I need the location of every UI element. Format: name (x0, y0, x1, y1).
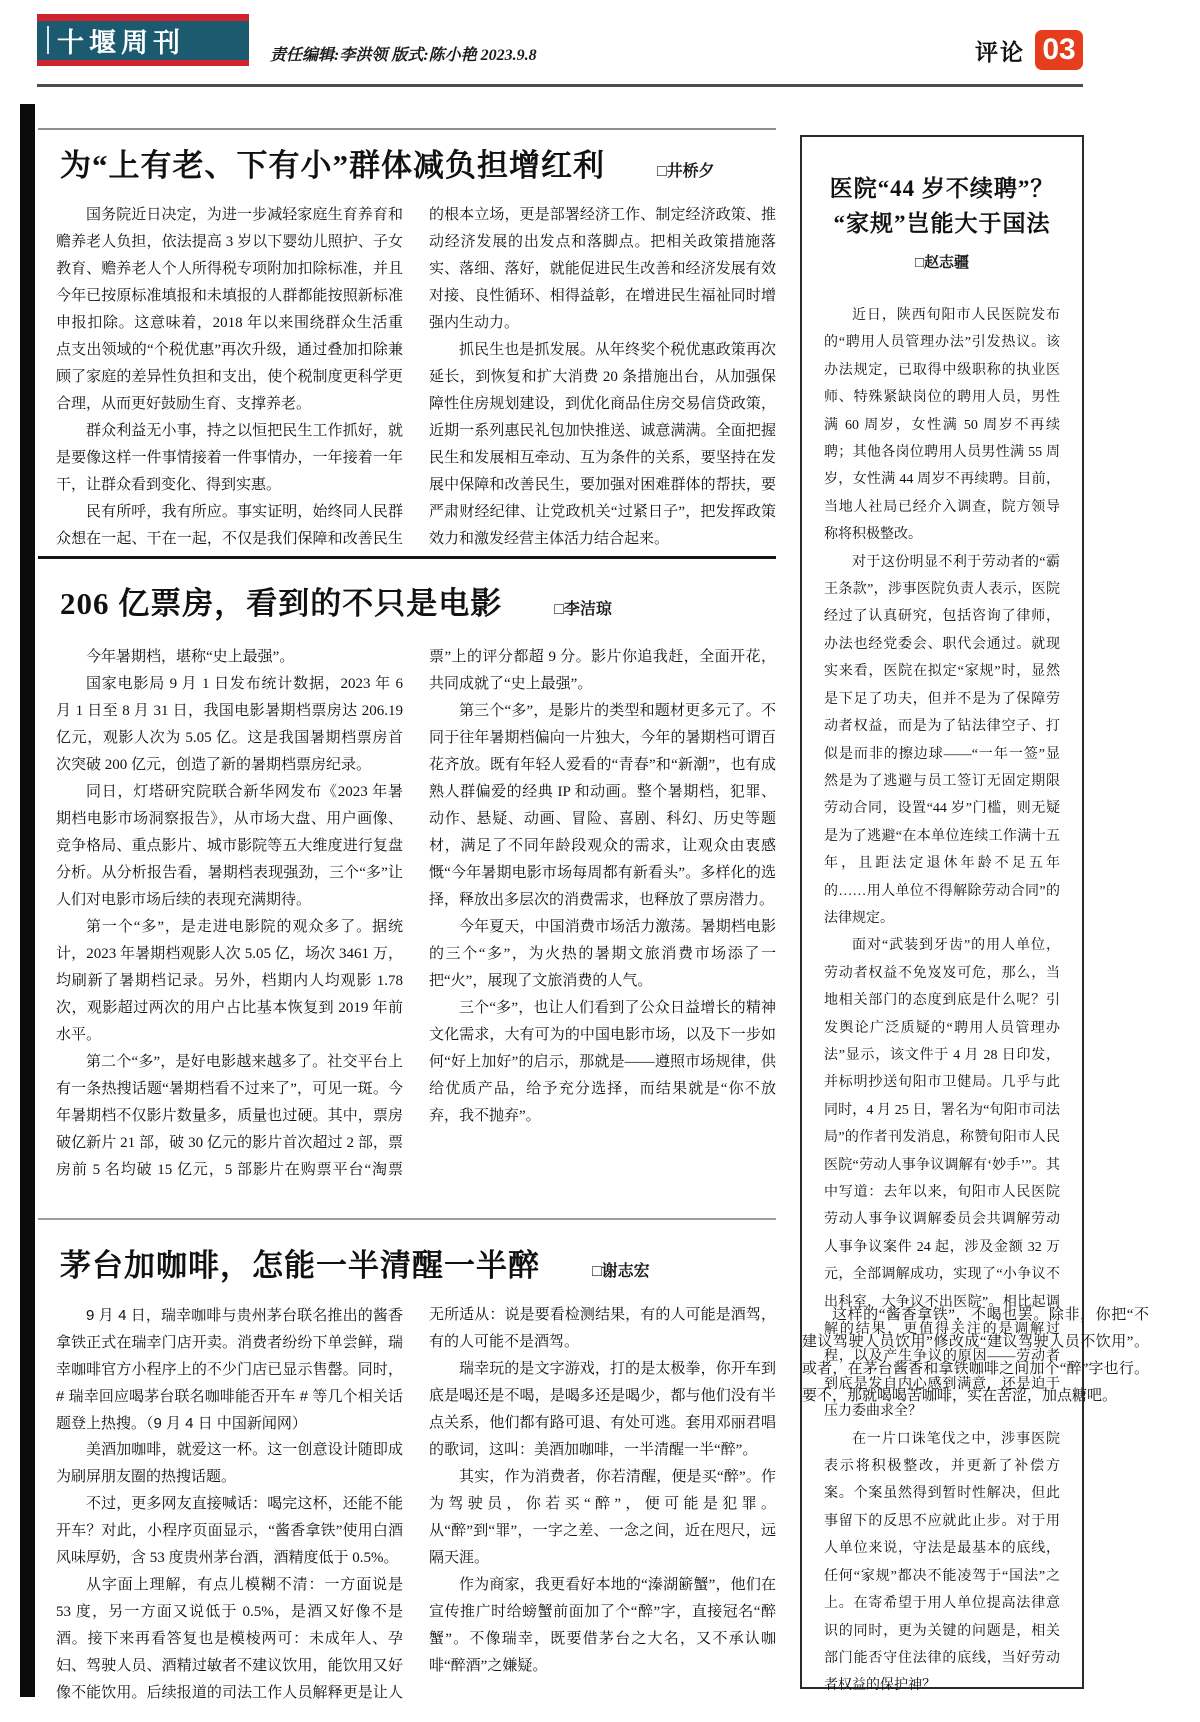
paragraph: 第一个“多”，是走进电影院的观众多了。据统计，2023 年暑期档观影人次 5.05 亿，场次 3461 万，均刷新了暑期档记录。另外，档期内人均观影 1.78 次，观影超过两次的用户占比基本恢复到 2019 年前水平。 (56, 919, 403, 1043)
sidebar-title (824, 171, 1060, 241)
masthead-logo (37, 14, 249, 66)
logo-band (37, 21, 249, 60)
article-1-header (60, 140, 776, 185)
paragraph: 在一片口诛笔伐之中，涉事医院表示将积极整改，并更新了补偿方案。个案虽然得到暂时性解决，但此事留下的反思不应就此止步。对于用人单位来说，守法是最基本的底线，任何“家规”都决不能凌驾于“国法”之上。在寄希望于用人单位提高法律意识的同时，更为关键的问题是，相关部门能否守住法律的底线，当好劳动者权益的保护神？ (824, 1431, 1060, 1694)
paragraph: 抓民生也是抓发展。从年终奖个税优惠政策再次延长，到恢复和扩大消费 20 条措施出台，从加强保障性住房规划建设，到优化商品住房交易信贷政策，近期一系列惠民礼包加快推送、诚意满满。全面把握民生和发展相互牵动、互为条件的关系，要坚持在发展中保障和改善民生，要加强对困难群体的帮扶，要严肃财经纪律、让党政机关“过紧日子”，把发挥政策效力和激发经营主体活力结合起来。 (429, 342, 776, 547)
section-info (975, 30, 1083, 70)
paragraph: 这样的“酱香拿铁”，不喝也罢。除非，你把“不建议驾驶人员饮用”修改成“建议驾驶人员不饮用”。或者，在茅台酱香和拿铁咖啡之间加个“醉”字也行。要不，那就喝喝苦咖啡，实在苦涩，加点糖吧。 (802, 1307, 1149, 1404)
paragraph: 美酒加咖啡，就爱这一杯。这一创意设计随即成为刷屏朋友圈的热搜话题。 (56, 1442, 403, 1485)
paragraph: 民有所呼，我有所应。事实证明，始终同人民群众想在一起、干在一起，不仅是我们保障和改善民生的根本立场，更是部署经济工作、制定经济政策、推动经济发展的出发点和落脚点。把相关政策措施落实、落细、落好，就能促进民生改善和经济发展有效对接、良性循环、相得益彰，在增进民生福祉同时增强内生动力。 (56, 207, 776, 547)
paragraph: 面对“武装到牙齿”的用人单位，劳动者权益不免岌岌可危，那么，当地相关部门的态度到底是什么呢？引发舆论广泛质疑的“聘用人员管理办法”显示，该文件于 4 月 28 日印发，并标明抄送旬阳市卫健局。几乎与此同时，4 月 25 日，署名为“旬阳市司法局”的作者刊发消息，称赞旬阳市人民医院“劳动人事争议调解有‘妙手’”。其中写道：去年以来，旬阳市人民医院劳动人事争议调解委员会共调解劳动人事争议案件 24 起，涉及金额 32 万元，全部调解成功，实现了“小争议不出科室，大争议不出医院”。相比起调解的结果，更值得关注的是调解过程，以及产生争议的原因——劳动者到底是发自内心感到满意，还是迫于压力委曲求全？ (824, 938, 1060, 1420)
article-separator (38, 1218, 776, 1220)
article-separator (38, 128, 776, 130)
paragraph: 今年夏天，中国消费市场活力激荡。暑期档电影的三个“多”，为火热的暑期文旅消费市场添了一把“火”，展现了文旅消费的人气。 (429, 919, 776, 989)
paragraph: 作为商家，我更看好本地的“溱湖簖蟹”，他们在宣传推广时给螃蟹前面加了个“醉”字，直接冠名“醉蟹”。不像瑞幸，既要借茅台之大名，又不承认咖啡“醉酒”之嫌疑。 (429, 1577, 776, 1674)
article-3-header (60, 1240, 776, 1285)
article-title: 茅台加咖啡，怎能一半清醒一半醉 (60, 1248, 540, 1283)
logo-title: 十堰周刊 (57, 27, 185, 58)
article-separator (38, 556, 776, 559)
article-title: 为“上有老、下有小”群体减负担增红利 (60, 148, 605, 183)
sidebar-article-box (800, 135, 1084, 1694)
header-rule (37, 84, 1083, 87)
paragraph: 三个“多”，也让人们看到了公众日益增长的精神文化需求，大有可为的中国电影市场，以及下一步如何“好上加好”的启示，那就是——遵照市场规律，供给优质产品，给予充分选择，而结果就是“你不放弃，我不抛弃”。 (429, 1000, 776, 1124)
page-number-badge: 03 (1035, 30, 1083, 70)
paragraph: 其实，作为消费者，你若清醒，便是买“醉”。作为驾驶员，你若买“醉”，便可能是犯罪。从“醉”到“罪”，一字之差、一念之间，近在咫尺，远隔天涯。 (429, 1469, 776, 1566)
paragraph: 国家电影局 9 月 1 日发布统计数据，2023 年 6 月 1 日至 8 月 31 日，我国电影暑期档票房达 206.19 亿元，观影人次为 5.05 亿。这是我国暑期档票房首次突破 200 亿元，创造了新的暑期档票房纪录。 (56, 676, 403, 773)
article-author: □李洁琼 (554, 601, 612, 618)
section-label: 评论 (975, 39, 1025, 65)
paragraph: 群众利益无小事，持之以恒把民生工作抓好，就是要像这样一件事情接着一件事情办，一年接着一年干，让群众看到变化、得到实惠。 (56, 423, 403, 493)
logo-bottom-stripe (37, 60, 249, 67)
article-title: 206 亿票房，看到的不只是电影 (60, 586, 503, 621)
paragraph: 同日，灯塔研究院联合新华网发布《2023 年暑期档电影市场洞察报告》，从市场大盘、用户画像、竞争格局、重点影片、城市影院等五大维度进行复盘分析。从分析报告看，暑期档表现强劲，三个“多”让人们对电影市场后续的表现充满期待。 (56, 784, 403, 908)
sidebar-body (824, 302, 1060, 1700)
sidebar-title-line1: 医院“44 岁不续聘”？ (829, 176, 1055, 201)
article-author: □谢志宏 (592, 1263, 650, 1280)
logo-vertical-mark (47, 26, 49, 53)
left-accent-bar (20, 104, 35, 1697)
paragraph: 第二个“多”，是好电影越来越多了。社交平台上有一条热搜话题“暑期档看不过来了”，可见一斑。今年暑期档不仅影片数量多，质量也过硬。其中，票房破亿新片 21 部，破 30 亿元的影片首次超过 2 部，票房前 5 名均破 15 亿元，5 部影片在购票平台“淘票票”上的评分都超 9 分。影片你追我赶，全面开花，共同成就了“史上最强”。 (56, 649, 776, 1178)
paragraph: 今年暑期档，堪称“史上最强”。 (86, 649, 295, 665)
editor-line: 责任编辑:李洪领 版式:陈小艳 2023.9.8 (270, 47, 537, 64)
paragraph: 9 月 4 日，瑞幸咖啡与贵州茅台联名推出的酱香拿铁正式在瑞幸门店开卖。消费者纷纷下单尝鲜，瑞幸咖啡官方小程序上的不少门店已显示售罄。同时，# 瑞幸回应喝茅台联名咖啡能否开车 # 等几个相关话题登上热搜。（9 月 4 日 中国新闻网） (56, 1307, 403, 1432)
article-1-body (56, 202, 776, 554)
sidebar-author: □赵志疆 (914, 254, 970, 271)
article-author: □井桥夕 (657, 163, 715, 180)
paragraph: 国务院近日决定，为进一步减轻家庭生育养育和赡养老人负担，依法提高 3 岁以下婴幼儿照护、子女教育、赡养老人个人所得税专项附加扣除标准，并且今年已按原标准填报和未填报的人群都能按照新标准申报扣除。这意味着，2018 年以来围绕群众生活重点支出领域的“个税优惠”再次升级，通过叠加扣除兼顾了家庭的差异性负担和支出，使个税制度更科学更合理，从而更好鼓励生育、支撑养老。 (56, 207, 403, 412)
article-2-body (56, 644, 776, 1210)
paragraph: 从字面上理解，有点儿模糊不清：一方面说是 53 度，另一方面又说低于 0.5%，是酒又好像不是酒。接下来再看答复也是模棱两可：未成年人、孕妇、驾驶人员、酒精过敏者不建议饮用，能饮用又好像不能饮用。后续报道的司法工作人员解释更是让人无所适从：说是要看检测结果，有的人可能是酒驾，有的人可能不是酒驾。 (56, 1307, 776, 1701)
paragraph: 瑞幸玩的是文字游戏，打的是太极拳，你开车到底是喝还是不喝，是喝多还是喝少，都与他们没有半点关系，他们都有路可退、有处可逃。套用邓丽君唱的歌词，这叫：美酒加咖啡，一半清醒一半“醉”。 (429, 1361, 776, 1458)
article-2-header (60, 578, 776, 623)
sidebar-title-line2: “家规”岂能大于国法 (833, 211, 1051, 236)
paragraph: 不过，更多网友直接喊话：喝完这杯，还能不能开车？对此，小程序页面显示，“酱香拿铁”使用白酒风味厚奶，含 53 度贵州茅台酒，酒精度低于 0.5%。 (56, 1496, 403, 1566)
paragraph: 对于这份明显不利于劳动者的“霸王条款”，涉事医院负责人表示，医院经过了认真研究，包括咨询了律师，办法也经党委会、职代会通过。就现实来看，医院在拟定“家规”时，显然是下足了功夫，但并不是为了保障劳动者权益，而是为了钻法律空子、打似是而非的擦边球——“一年一签”显然是为了逃避与员工签订无固定期限劳动合同，设置“44 岁”门槛，则无疑是为了逃避“在本单位连续工作满十五年，且距法定退休年龄不足五年的……用人单位不得解除劳动合同”的法律规定。 (824, 554, 1060, 926)
paragraph: 近日，陕西旬阳市人民医院发布的“聘用人员管理办法”引发热议。该办法规定，已取得中级职称的执业医师、特殊紧缺岗位的聘用人员，男性满 60 周岁，女性满 50 周岁不再续聘；其他各岗位聘用人员男性满 55 周岁，女性满 44 周岁不再续聘。目前，当地人社局已经介入调查，院方领导称将积极整改。 (824, 308, 1060, 543)
paragraph: 第三个“多”，是影片的类型和题材更多元了。不同于往年暑期档偏向一片独大，今年的暑期档可谓百花齐放。既有年轻人爱看的“青春”和“新潮”，也有成熟人群偏爱的经典 IP 和动画。整个暑期档，犯罪、动作、悬疑、动画、冒险、喜剧、科幻、历史等题材，满足了不同年龄段观众的需求，让观众由衷感慨“今年暑期电影市场每周都有新看头”。多样化的选择，释放出多层次的消费需求，也释放了票房潜力。 (429, 703, 776, 908)
